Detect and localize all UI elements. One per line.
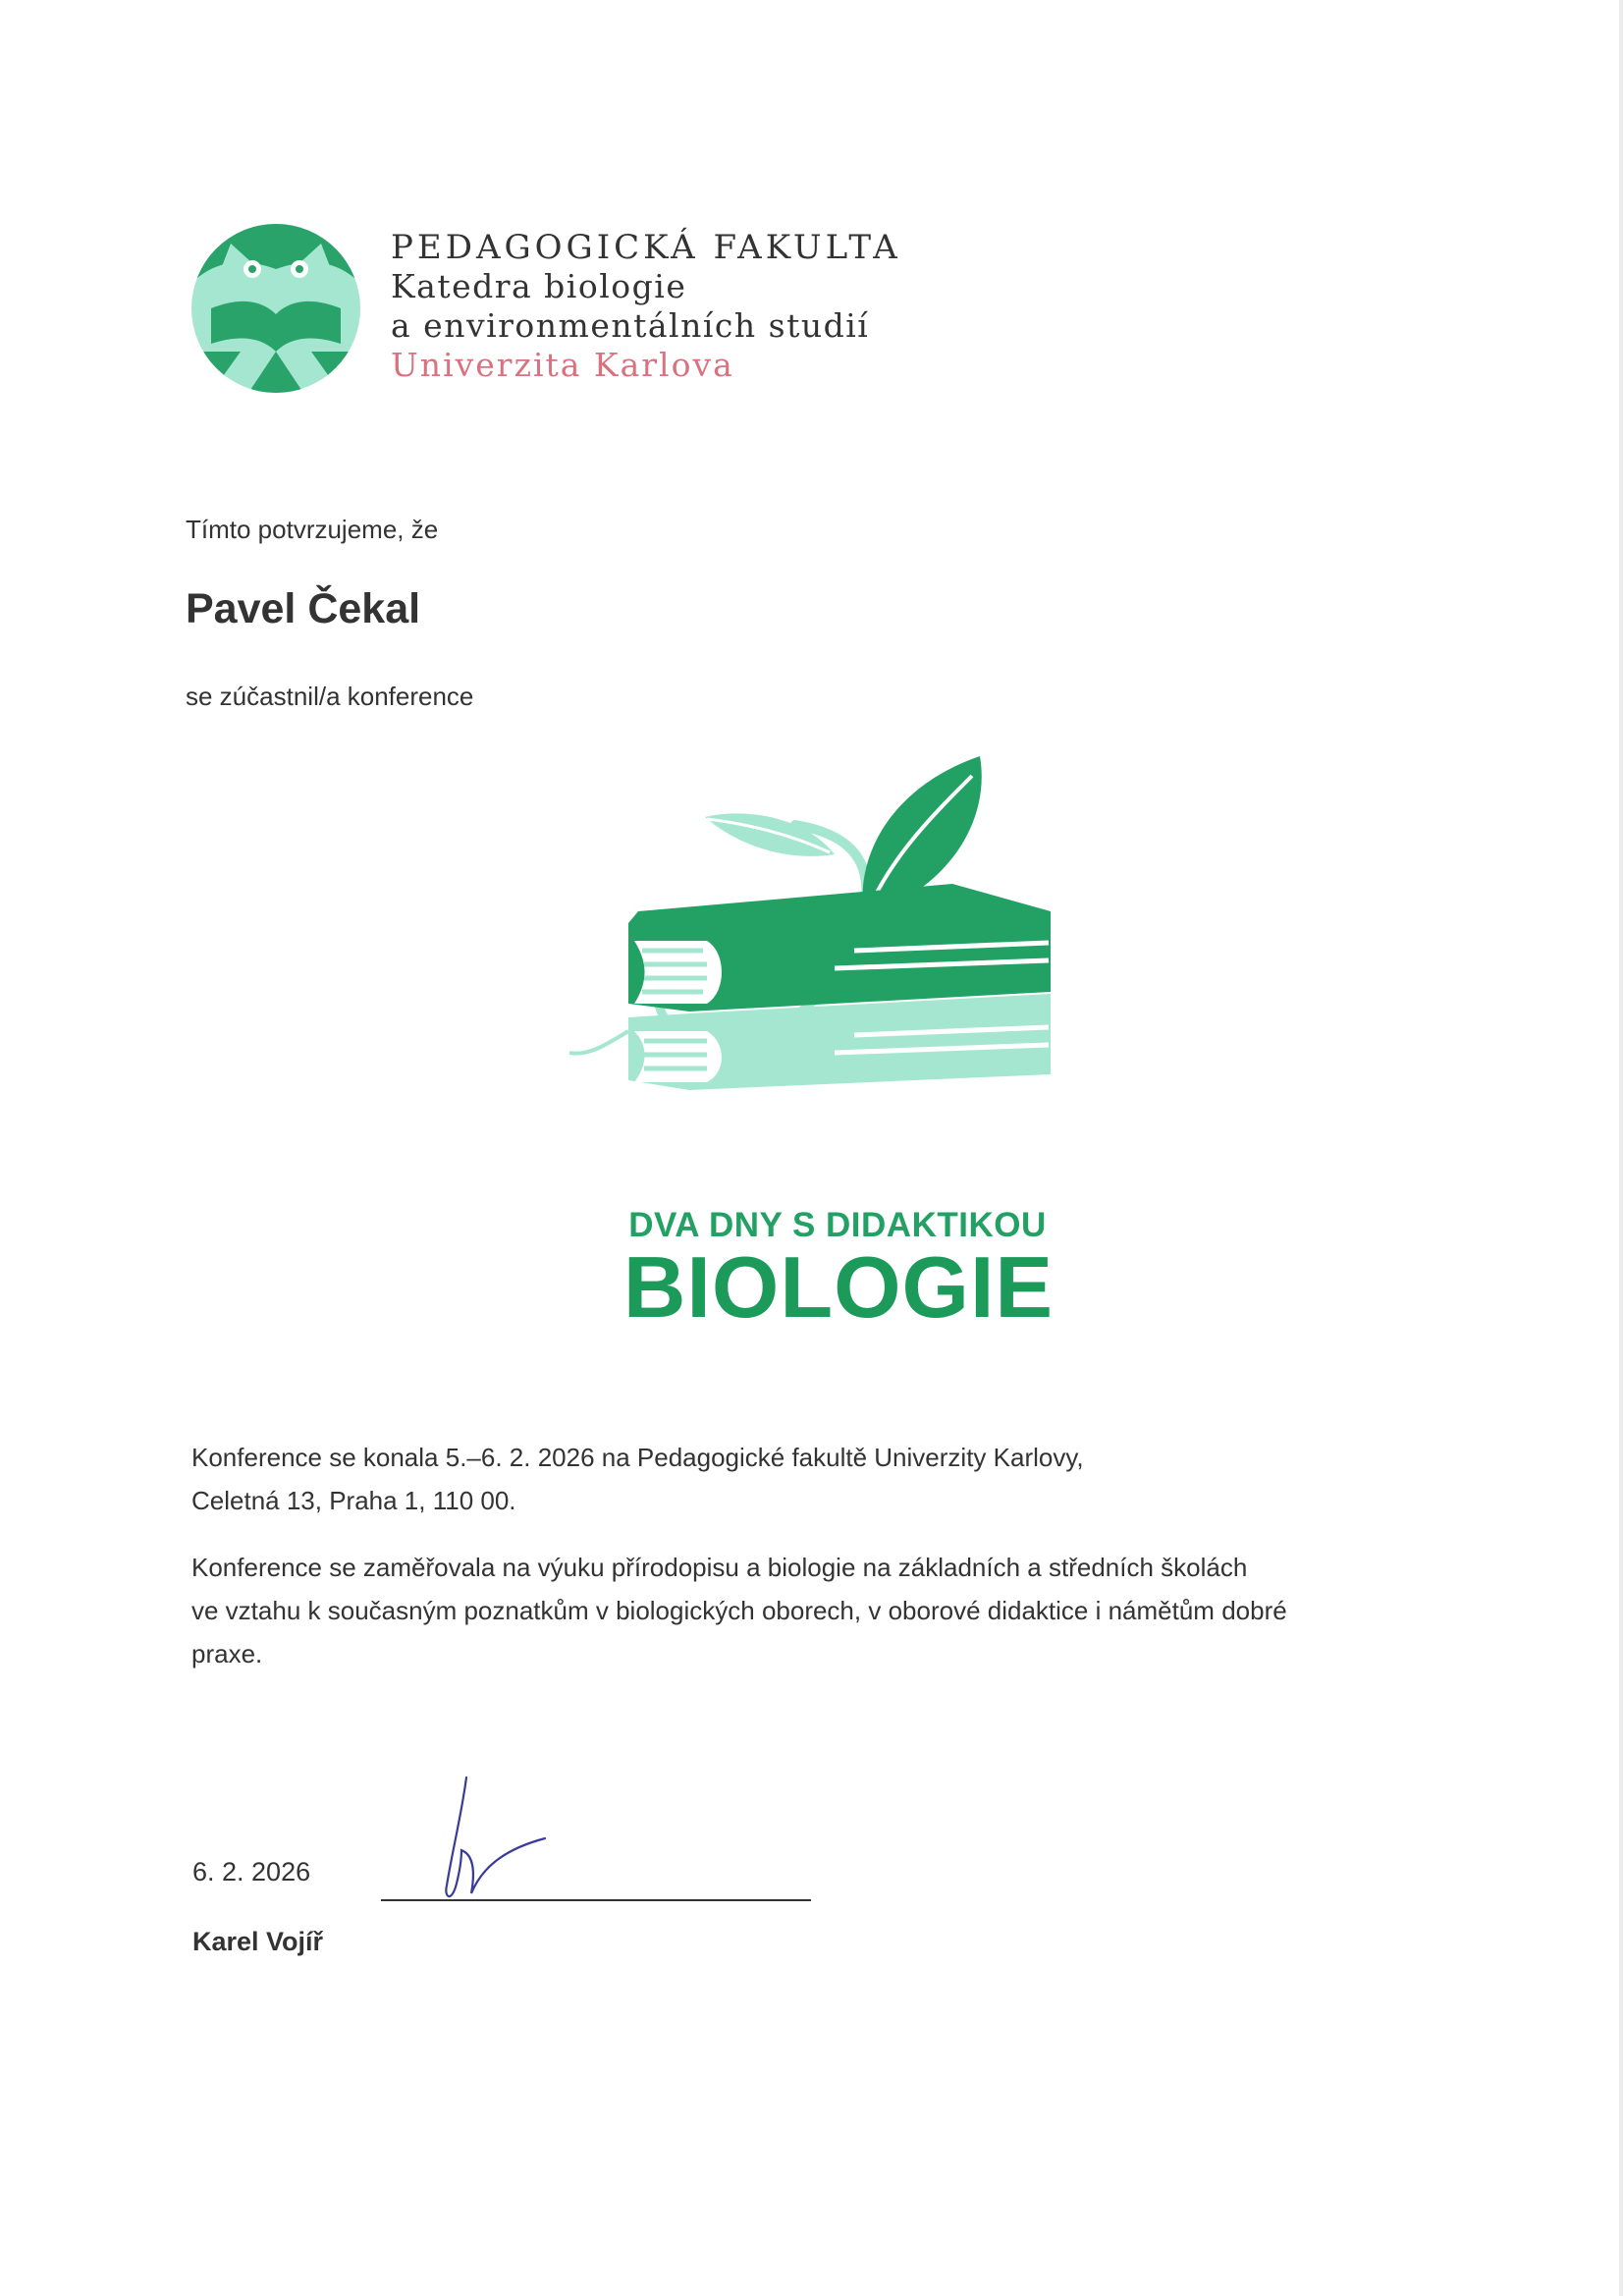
faculty-owl-logo-icon <box>191 224 360 393</box>
faculty-header <box>391 228 901 385</box>
participant-name: Pavel Čekal <box>186 585 421 632</box>
conference-focus-paragraph <box>191 1546 1419 1675</box>
focus-line-3: praxe. <box>191 1639 263 1668</box>
signatory-name: Karel Vojíř <box>192 1927 324 1956</box>
signature-line <box>381 1899 811 1901</box>
conference-subtitle: DVA DNY S DIDAKTIKOU <box>628 1206 1047 1244</box>
scan-edge <box>1619 0 1623 2296</box>
department-line-2: a environmentálních studií <box>391 306 870 345</box>
focus-line-2: ve vztahu k současným poznatkům v biologických oborech, v oborové didaktice i námětům dobré <box>191 1596 1287 1625</box>
intro-text: Tímto potvrzujeme, že <box>186 515 439 544</box>
conference-title: BIOLOGIE <box>622 1238 1055 1336</box>
university-name: Univerzita Karlova <box>391 346 734 384</box>
participation-text: se zúčastnil/a konference <box>186 682 474 711</box>
books-sprout-icon <box>560 746 1060 1188</box>
location-line-2: Celetná 13, Praha 1, 110 00. <box>191 1486 516 1515</box>
focus-line-1: Konference se zaměřovala na výuku přírodopisu a biologie na základních a středních školách <box>191 1553 1248 1582</box>
handwritten-signature-icon <box>432 1776 550 1903</box>
department-line-1: Katedra biologie <box>391 267 687 305</box>
location-line-1: Konference se konala 5.–6. 2. 2026 na Pedagogické fakultě Univerzity Karlovy, <box>191 1443 1084 1472</box>
signature-date: 6. 2. 2026 <box>192 1857 311 1886</box>
faculty-name: PEDAGOGICKÁ FAKULTA <box>391 228 901 267</box>
conference-location-paragraph <box>191 1436 1419 1522</box>
